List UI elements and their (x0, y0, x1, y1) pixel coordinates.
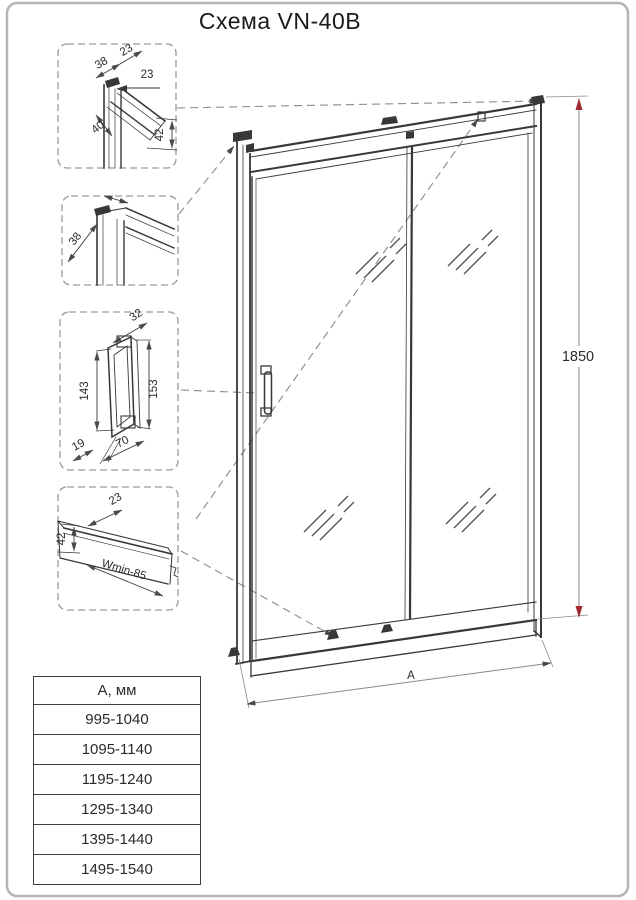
dim-a-label: A (407, 670, 415, 682)
callout-box-threshold (58, 487, 178, 610)
dim-width (239, 640, 553, 708)
leader-handle (181, 390, 256, 393)
dim-32-label: 32 (127, 306, 145, 325)
dim-23-top-label: 23 (117, 42, 136, 59)
dim-38-label: 38 (92, 55, 111, 72)
detail-handle (70, 307, 160, 464)
roller-block (381, 116, 398, 125)
size-table-row: 995-1040 (34, 704, 200, 734)
size-table-row: 1095-1140 (34, 734, 200, 764)
detail-wall-profile (67, 196, 174, 285)
size-table-header: А, мм (97, 682, 137, 699)
dim-70-label: 70 (114, 434, 132, 451)
dim-23-threshold-label: 23 (106, 491, 125, 508)
leader-wall-profile (179, 146, 234, 214)
red-arrow-up (576, 98, 583, 110)
glass-marks (304, 230, 498, 540)
detail-threshold (56, 491, 178, 596)
dim-19-label: 19 (70, 437, 88, 454)
size-table-row: 1395-1440 (34, 824, 200, 854)
door-handle (261, 366, 272, 416)
size-table (33, 676, 201, 885)
leader-top-corner (177, 101, 538, 108)
detail-top-corner (89, 42, 177, 168)
dim-42-threshold-label: 42 (56, 532, 68, 546)
bottom-guide (327, 630, 339, 640)
door-top-right-cap (531, 95, 545, 105)
dim-153-label: 153 (148, 379, 160, 399)
dim-height (538, 96, 594, 619)
panel-overlap-bracket (406, 131, 414, 139)
size-table-row: 1495-1540 (34, 854, 200, 884)
leader-threshold (181, 551, 333, 636)
page-title: Схема VN-40B (198, 8, 362, 34)
bottom-guide (381, 624, 393, 633)
dim-1850-label: 1850 (561, 349, 595, 365)
door-drawing (228, 95, 594, 708)
dim-42-top-label: 42 (154, 128, 166, 142)
size-table-row: 1295-1340 (34, 794, 200, 824)
dim-143-label: 143 (79, 381, 91, 401)
leader-roller (196, 119, 478, 519)
dim-40-label: 40 (89, 118, 107, 137)
dim-23-gap-label: 23 (140, 69, 154, 81)
bottom-guide (228, 647, 240, 657)
dim-wmin-label: Wmin-85 (100, 557, 148, 583)
size-table-row: 1195-1240 (34, 764, 200, 794)
dim-38-wall-label: 38 (66, 230, 85, 248)
leader-lines (177, 101, 538, 636)
wall-profile-cap (233, 130, 252, 142)
